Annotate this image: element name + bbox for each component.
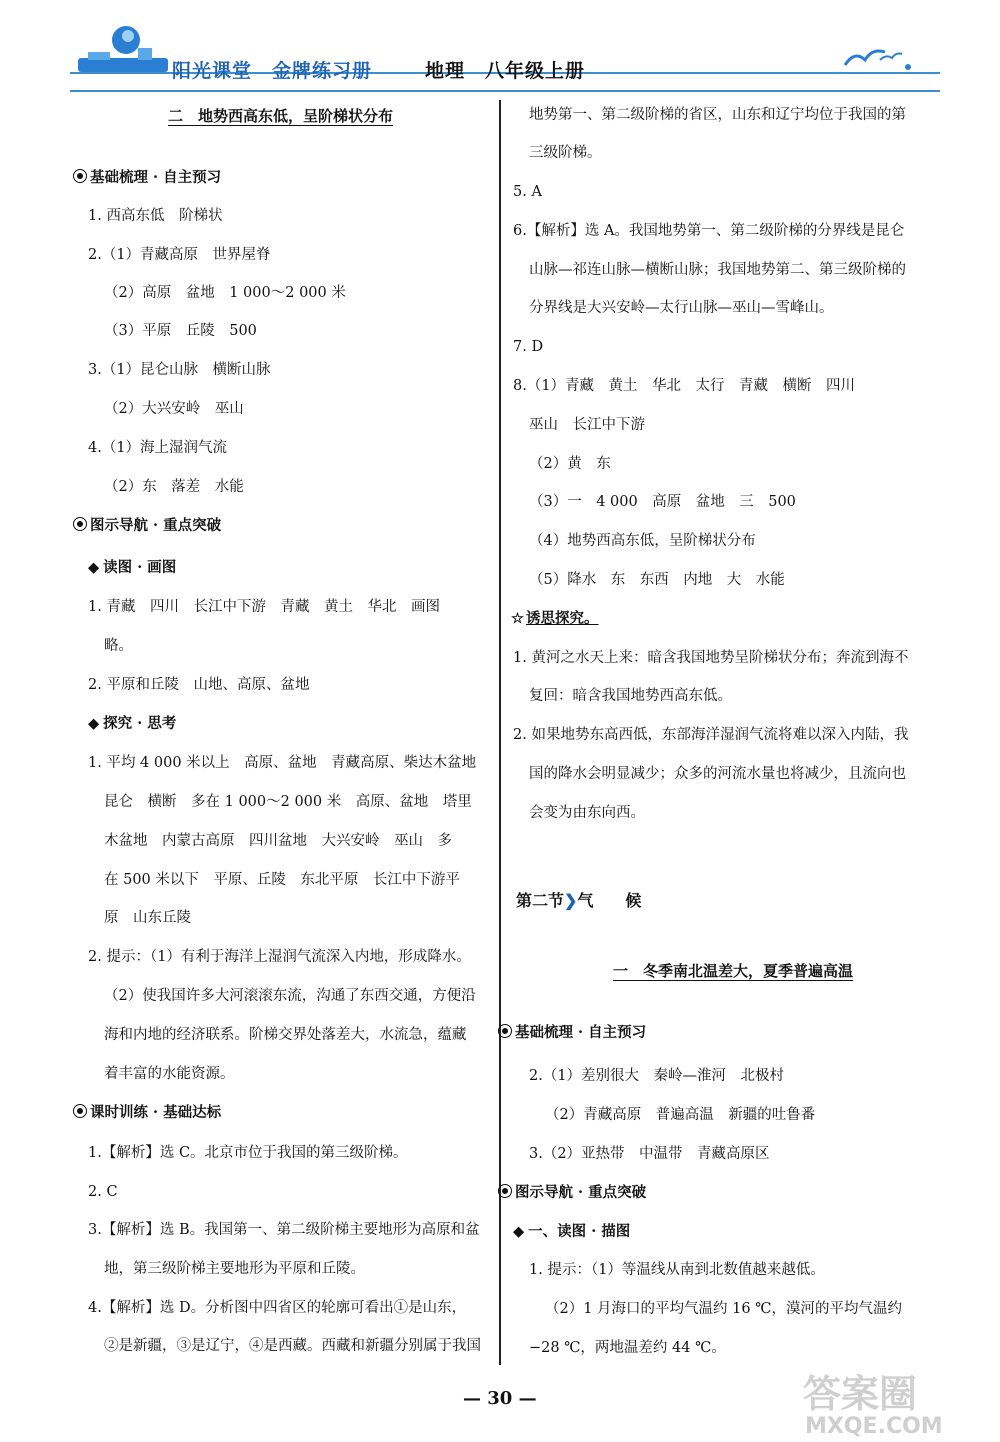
star-icon: ☆ bbox=[511, 610, 524, 627]
answer-line: （2）大兴安岭 巫山 bbox=[104, 401, 244, 417]
bullet-icon bbox=[498, 1184, 512, 1198]
header-rule-bottom bbox=[70, 90, 940, 92]
answer-line: 昆仑 横断 多在 1 000～2 000 米 高原、盆地 塔里 bbox=[104, 794, 472, 810]
answer-line: 3.（2）亚热带 中温带 青藏高原区 bbox=[529, 1146, 770, 1162]
block-heading: 基础梳理 · 自主预习 bbox=[73, 168, 221, 188]
answer-line: 7. D bbox=[513, 339, 544, 355]
sub-heading: ◆ 探究 · 思考 bbox=[88, 715, 177, 732]
answer-line: 分界线是大兴安岭—太行山脉—巫山—雪峰山。 bbox=[529, 300, 834, 316]
answer-line: 海和内地的经济联系。阶梯交界处落差大，水流急，蕴藏 bbox=[104, 1027, 467, 1043]
answer-line: （3）平原 丘陵 500 bbox=[104, 323, 257, 339]
block-heading: 课时训练 · 基础达标 bbox=[73, 1103, 221, 1123]
series-title: 阳光课堂 金牌练习册 bbox=[172, 60, 373, 82]
section-title: 二 地势西高东低，呈阶梯状分布 bbox=[168, 107, 394, 125]
page-number: — 30 — bbox=[463, 1388, 537, 1409]
answer-line: 1. 提示：（1）等温线从南到北数值越来越低。 bbox=[529, 1262, 825, 1278]
book-logo-icon bbox=[78, 18, 173, 74]
answer-line: 2. 提示：（1）有利于海洋上湿润气流深入内地，形成降水。 bbox=[88, 949, 471, 965]
diamond-icon: ◆ bbox=[88, 715, 100, 732]
answer-line: 木盆地 内蒙古高原 四川盆地 大兴安岭 巫山 多 bbox=[104, 833, 452, 849]
answer-line: 1. 西高东低 阶梯状 bbox=[88, 208, 223, 224]
answer-line: 4.【解析】选 D。分析图中四省区的轮廓可看出①是山东， bbox=[88, 1300, 467, 1316]
block-heading: 图示导航 · 重点突破 bbox=[73, 516, 221, 536]
answer-line: 8.（1）青藏 黄土 华北 太行 青藏 横断 四川 bbox=[513, 378, 856, 394]
answer-line: 国的降水会明显减少；众多的河流水量也将减少，且流向也 bbox=[529, 766, 906, 782]
answer-line: −28 ℃，两地温差约 44 ℃。 bbox=[529, 1340, 726, 1356]
block-heading: 图示导航 · 重点突破 bbox=[498, 1183, 646, 1203]
answer-line: ②是新疆，③是辽宁，④是西藏。西藏和新疆分别属于我国 bbox=[104, 1338, 481, 1354]
column-divider bbox=[499, 100, 501, 1365]
answer-line: （2）使我国许多大河滚滚东流，沟通了东西交通，方便沿 bbox=[104, 988, 476, 1004]
svg-text:答案圈: 答案圈 bbox=[803, 1372, 918, 1416]
answer-line: （4）地势西高东低，呈阶梯状分布 bbox=[529, 533, 756, 549]
answer-line: 山脉—祁连山脉—横断山脉；我国地势第二、第三级阶梯的 bbox=[529, 262, 906, 278]
answer-line: 复回：暗含我国地势西高东低。 bbox=[529, 688, 732, 704]
answer-line: 1. 青藏 四川 长江中下游 青藏 黄土 华北 画图 bbox=[88, 599, 440, 615]
answer-line: 1. 平均 4 000 米以上 高原、盆地 青藏高原、柴达木盆地 bbox=[88, 755, 477, 771]
section-title: 一 冬季南北温差大，夏季普遍高温 bbox=[613, 962, 854, 980]
answer-line: 3.【解析】选 B。我国第一、第二级阶梯主要地形为高原和盆 bbox=[88, 1222, 480, 1238]
answer-line: 地势第一、第二级阶梯的省区，山东和辽宁均位于我国的第 bbox=[529, 107, 906, 123]
answer-line: 2. C bbox=[88, 1184, 118, 1200]
answer-line: （2）东 落差 水能 bbox=[104, 479, 244, 495]
answer-line: 会变为由东向西。 bbox=[529, 805, 645, 821]
answer-line: 地，第三级阶梯主要地形为平原和丘陵。 bbox=[104, 1261, 365, 1277]
block-heading: 基础梳理 · 自主预习 bbox=[498, 1023, 646, 1043]
answer-line: 2. 平原和丘陵 山地、高原、盆地 bbox=[88, 677, 310, 693]
answer-line: （2）青藏高原 普遍高温 新疆的吐鲁番 bbox=[545, 1107, 816, 1123]
answer-line: （3）一 4 000 高原 盆地 三 500 bbox=[529, 494, 796, 510]
answer-line: 2. 如果地势东高西低，东部海洋湿润气流将难以深入内陆，我 bbox=[513, 727, 909, 743]
explore-heading: ☆ 诱思探究。 bbox=[511, 610, 599, 627]
answer-line: 4.（1）海上湿润气流 bbox=[88, 440, 228, 456]
bullet-icon bbox=[73, 1104, 87, 1118]
answer-line: 原 山东丘陵 bbox=[104, 910, 191, 926]
bullet-icon bbox=[73, 169, 87, 183]
watermark-logo bbox=[795, 1365, 985, 1437]
answer-line: 5. A bbox=[513, 184, 542, 200]
answer-line: 1.【解析】选 C。北京市位于我国的第三级阶梯。 bbox=[88, 1145, 408, 1161]
answer-line: 略。 bbox=[104, 638, 133, 654]
bullet-icon bbox=[498, 1024, 512, 1038]
answer-line: 在 500 米以下 平原、丘陵 东北平原 长江中下游平 bbox=[104, 872, 460, 888]
answer-line: （2）高原 盆地 1 000～2 000 米 bbox=[104, 285, 346, 301]
birds-icon bbox=[840, 40, 940, 75]
bullet-icon bbox=[73, 517, 87, 531]
answer-line: 巫山 长江中下游 bbox=[529, 417, 645, 433]
answer-line: 6.【解析】选 A。我国地势第一、第二级阶梯的分界线是昆仑 bbox=[513, 223, 905, 239]
answer-line: （2）1 月海口的平均气温约 16 ℃，漠河的平均气温约 bbox=[545, 1301, 902, 1317]
sub-heading: ◆ 读图 · 画图 bbox=[88, 559, 177, 576]
chevron-right-icon: ❯ bbox=[564, 891, 578, 910]
subject-label: 地理 八年级上册 bbox=[425, 60, 586, 82]
answer-line: 2.（1）青藏高原 世界屋脊 bbox=[88, 247, 271, 263]
diamond-icon: ◆ bbox=[88, 559, 100, 576]
diamond-icon: ◆ bbox=[513, 1223, 525, 1240]
answer-line: 2.（1）差别很大 秦岭—淮河 北极村 bbox=[529, 1068, 785, 1084]
svg-text:MXQE.COM: MXQE.COM bbox=[805, 1414, 943, 1437]
answer-line: 3.（1）昆仑山脉 横断山脉 bbox=[88, 362, 271, 378]
answer-line: （5）降水 东 东西 内地 大 水能 bbox=[529, 572, 785, 588]
answer-line: （2）黄 东 bbox=[529, 456, 611, 472]
answer-line: 三级阶梯。 bbox=[529, 145, 602, 161]
chapter-title: 第二节❯气 候 bbox=[516, 891, 642, 910]
answer-line: 着丰富的水能资源。 bbox=[104, 1066, 235, 1082]
sub-heading: ◆ 一、读图 · 描图 bbox=[513, 1223, 631, 1240]
answer-line: 1. 黄河之水天上来：暗含我国地势呈阶梯状分布；奔流到海不 bbox=[513, 650, 909, 666]
page-header bbox=[0, 0, 1000, 95]
